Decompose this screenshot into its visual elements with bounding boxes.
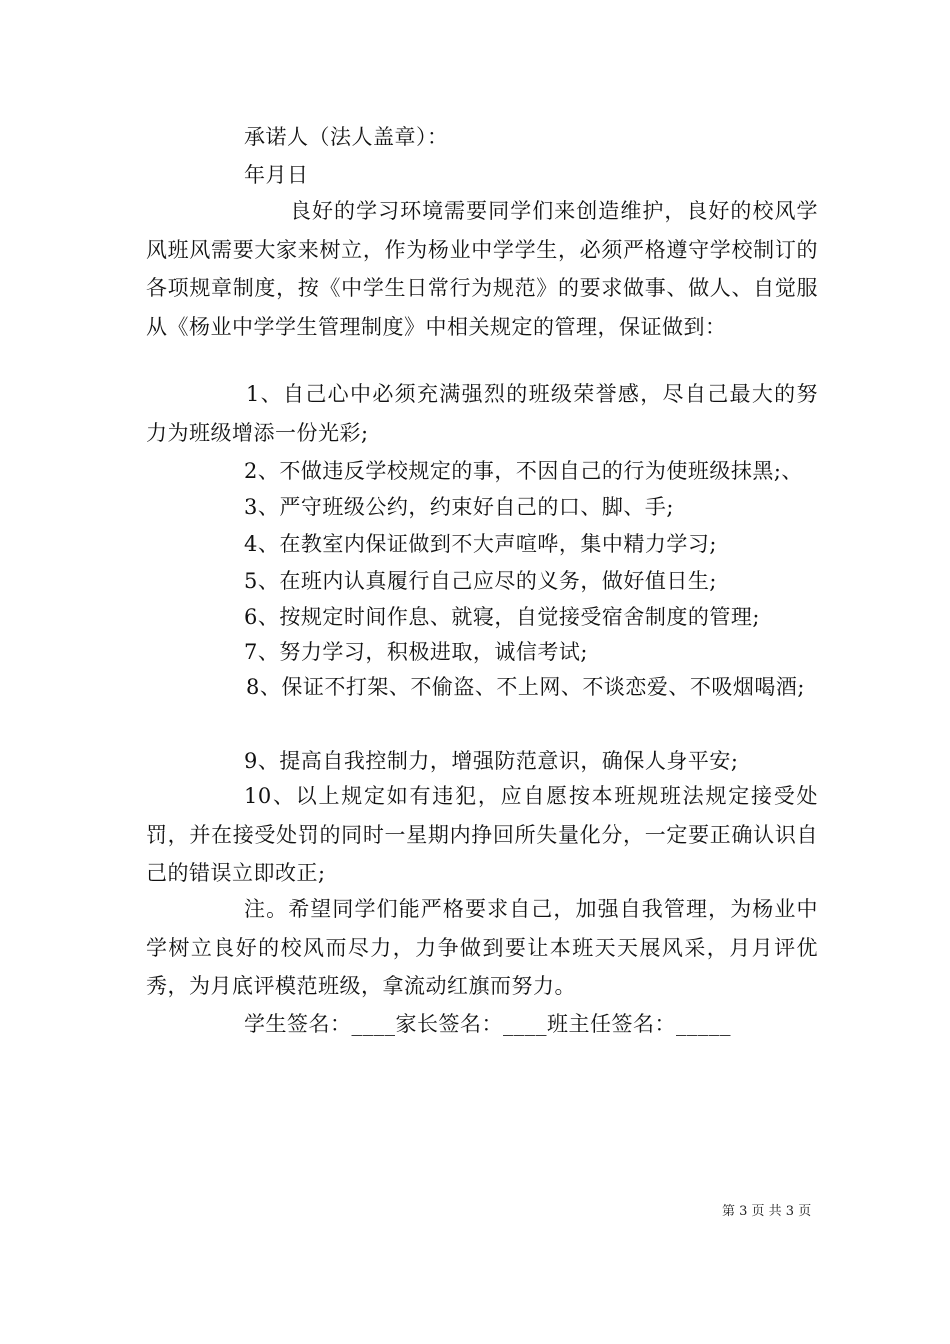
rule-item-5: 5、在班内认真履行自己应尽的义务，做好值日生; [244,569,717,593]
page-number: 第 3 页 共 3 页 [722,1204,812,1219]
promisor-line: 承诺人（法人盖章）： [244,125,449,149]
note-paragraph: 注。希望同学们能严格要求自己，加强自我管理，为杨业中学树立良好的校风而尽力，力争做到要让本班天天展风采，月月评优秀，为月底评模范班级，拿流动红旗而努力。 [146,897,818,999]
rule-item-1: 1、自己心中必须充满强烈的班级荣誉感，尽自己最大的努力为班级增添一份光彩; [146,382,818,445]
rule-item-3: 3、严守班级公约，约束好自己的口、脚、手; [244,495,674,519]
rule-item-4: 4、在教室内保证做到不大声喧哗，集中精力学习; [244,532,717,556]
rule-item-8: 8、保证不打架、不偷盗、不上网、不谈恋爱、不吸烟喝酒; [246,675,805,699]
rule-item-9: 9、提高自我控制力，增强防范意识，确保人身平安; [244,749,739,773]
date-line: 年月日 [244,163,309,187]
rule-item-7: 7、努力学习，积极进取，诚信考试; [244,640,588,664]
rule-item-10: 10、以上规定如有违犯，应自愿按本班规班法规定接受处罚，并在接受处罚的同时一星期内挣回所失量化分，一定要正确认识自己的错误立即改正; [146,784,818,886]
intro-paragraph: 良好的学习环境需要同学们来创造维护，良好的校风学风班风需要大家来树立，作为杨业中学学生，必须严格遵守学校制订的各项规章制度，按《中学生日常行为规范》的要求做事、做人、自觉服从《杨业中学学生管理制度》中相关规定的管理，保证做到： [146,199,818,339]
rule-item-6: 6、按规定时间作息、就寝，自觉接受宿舍制度的管理; [244,605,760,629]
signature-line: 学生签名：____家长签名：____班主任签名：_____ [244,1012,731,1036]
rule-item-2: 2、不做违反学校规定的事，不因自己的行为使班级抹黑;、 [244,459,803,483]
